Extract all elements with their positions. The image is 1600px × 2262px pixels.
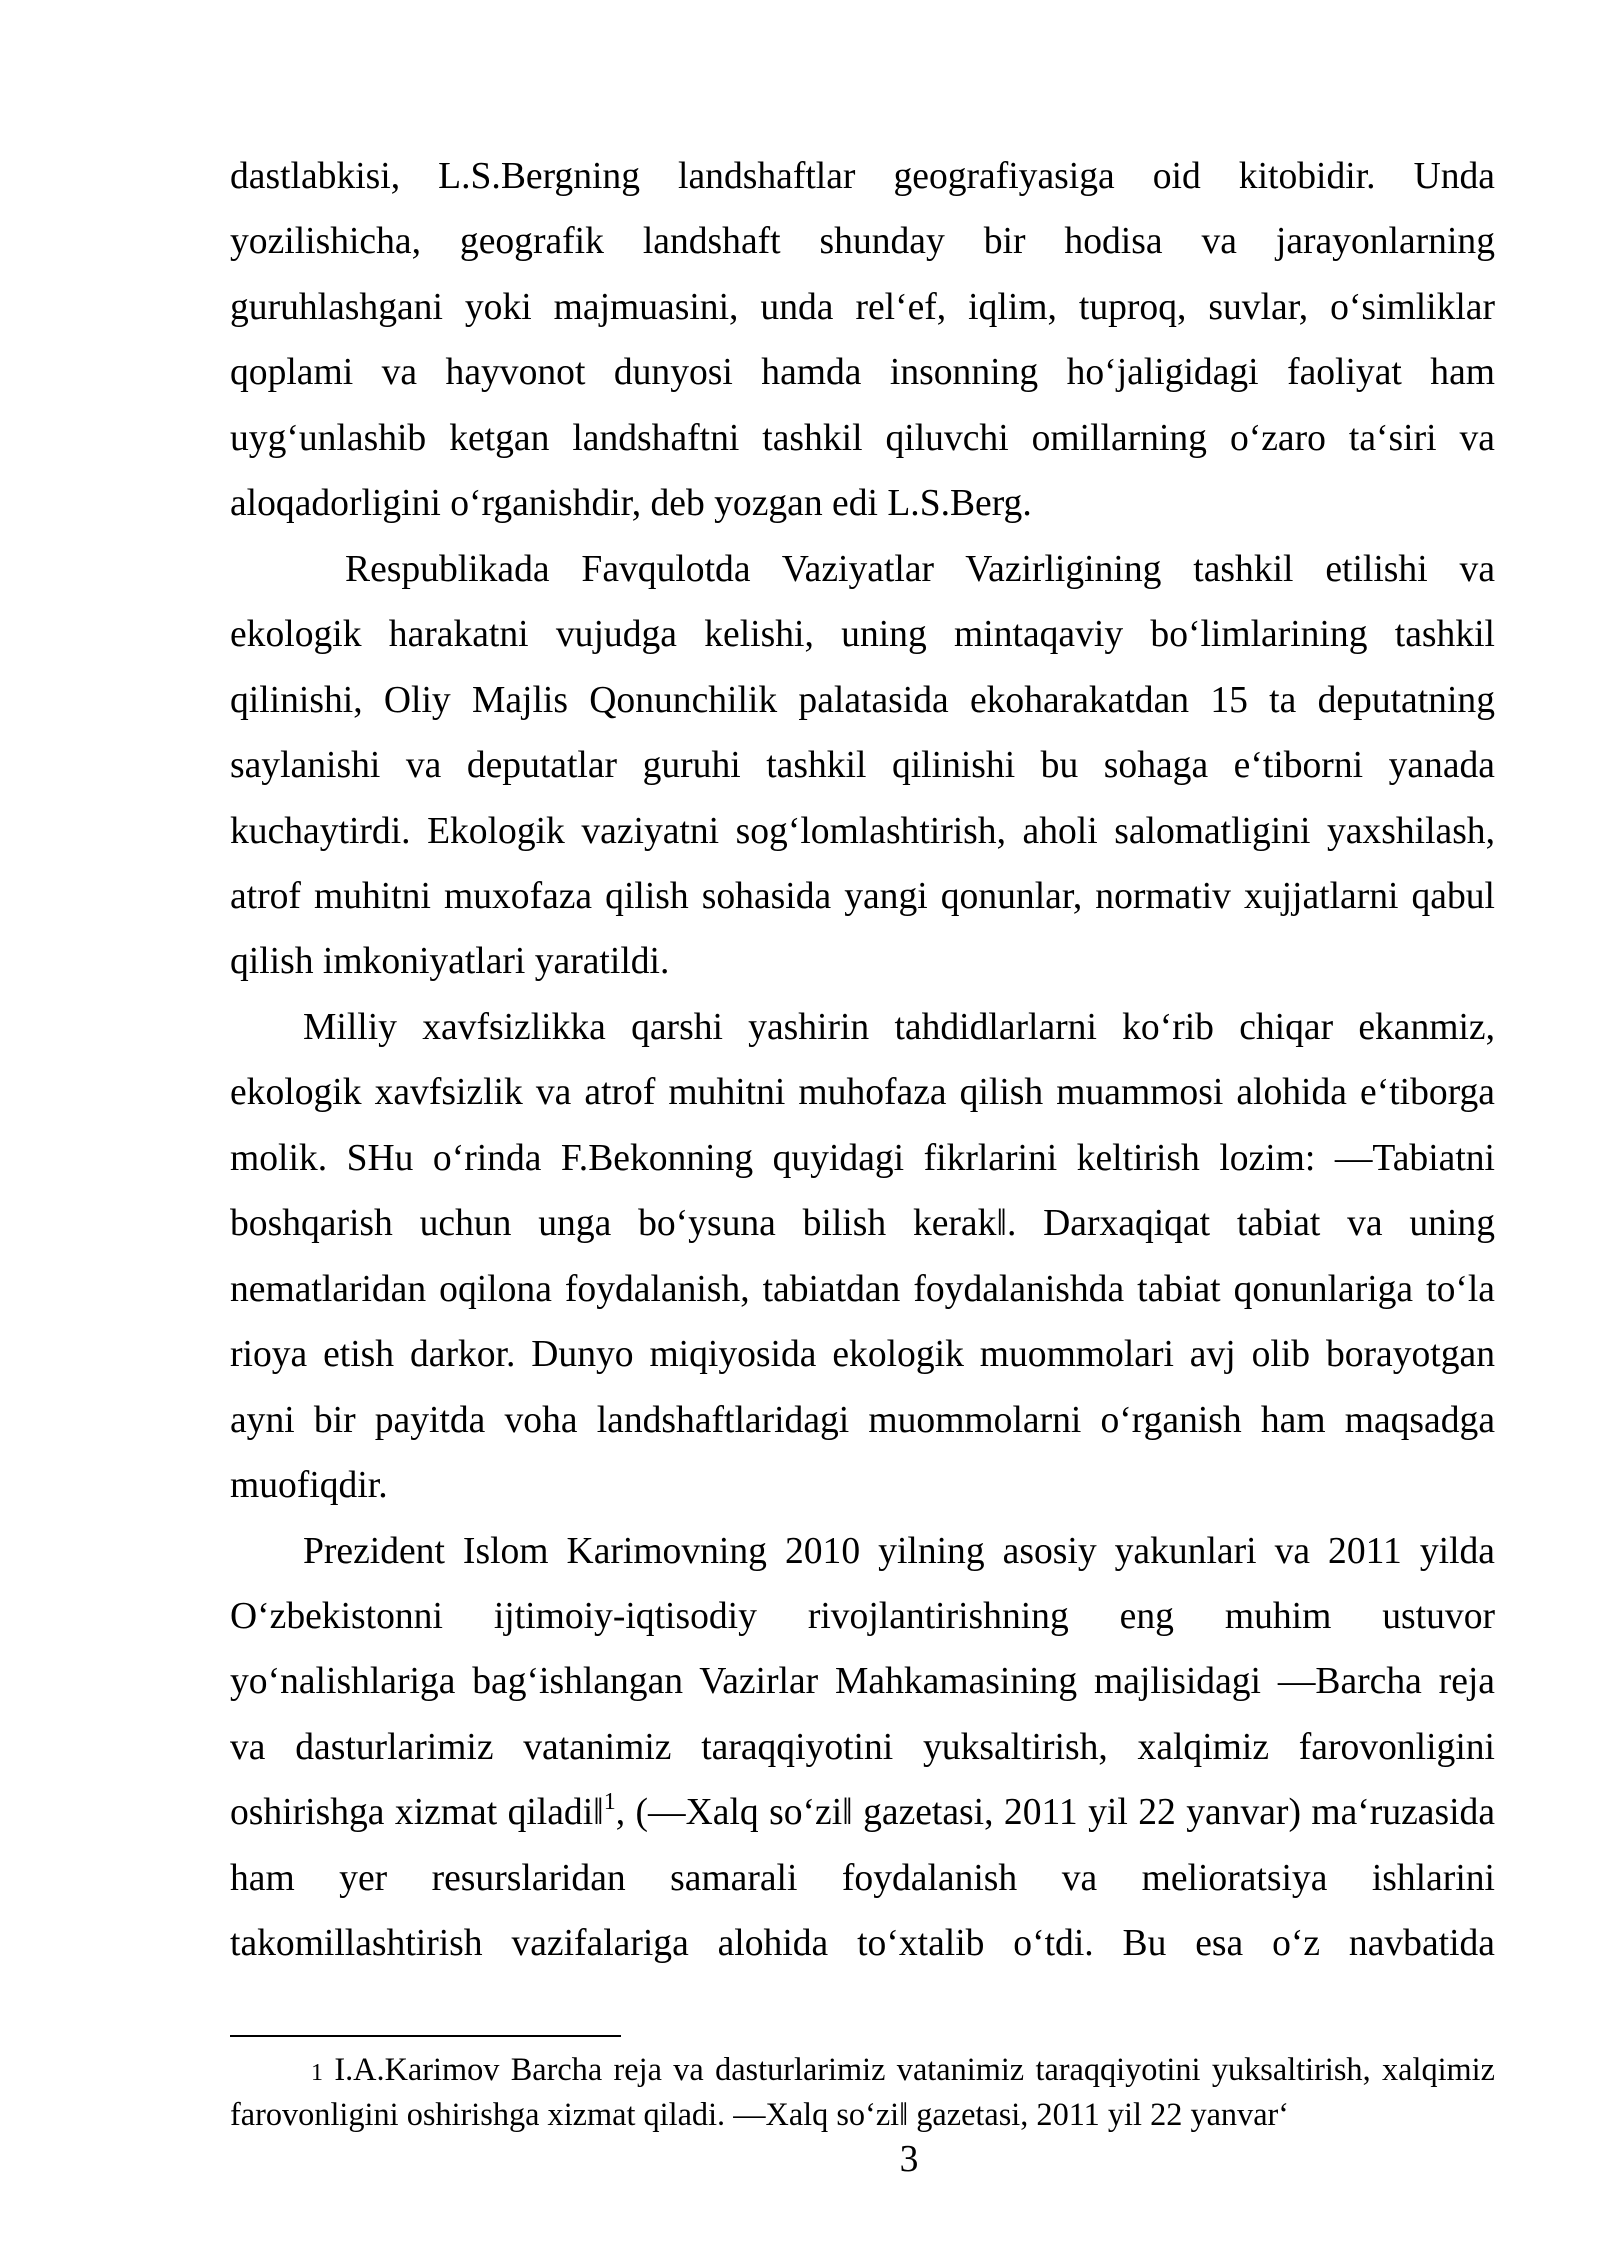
text-line: nematlaridan oqilona foydalanish, tabiatdan foydalanishda tabiat qonunlariga to‘la [230, 1268, 1495, 1310]
text-line: qoplami va hayvonot dunyosi hamda insonning ho‘jaligidagi faoliyat ham [230, 352, 1495, 394]
text-line: Prezident Islom Karimovning 2010 yilning asosiy yakunlari va 2011 yilda [303, 1530, 1495, 1572]
footnote-reference: 1 [603, 1789, 616, 1816]
text-line: boshqarish uchun unga bo‘ysuna bilish kerak‖. Darxaqiqat tabiat va uning [230, 1203, 1495, 1245]
text-line [230, 1780, 1495, 1845]
text-line: uyg‘unlashib ketgan landshaftni tashkil qiluvchi omillarning o‘zaro ta‘siri va [230, 417, 1495, 459]
text-line: ekologik harakatni vujudga kelishi, uning mintaqaviy bo‘limlarining tashkil [230, 614, 1495, 656]
footnote-marker: 1 [311, 2060, 323, 2086]
text-line: yozilishicha, geografik landshaft shunday bir hodisa va jarayonlarning [230, 221, 1495, 263]
text-line: kuchaytirdi. Ekologik vaziyatni sog‘lomlashtirish, aholi salomatligini yaxshilash, [230, 810, 1495, 852]
page-number: 3 [899, 2139, 919, 2180]
paragraph [230, 1519, 1495, 1977]
line-text: , (―Xalq so‘zi‖ gazetasi, 2011 yil 22 yanvar) ma‘ruzasida [615, 1792, 1495, 1834]
text-line: dastlabkisi, L.S.Bergning landshaftlar geografiyasiga oid kitobidir. Unda [230, 156, 1495, 197]
paragraph [230, 995, 1495, 1519]
footnote [230, 2049, 1495, 2134]
text-line: O‘zbekistonni ijtimoiy-iqtisodiy rivojlantirishning eng muhim ustuvor [230, 1595, 1495, 1637]
text-line: takomillashtirish vazifalariga alohida to‘xtalib o‘tdi. Bu esa o‘z navbatida [230, 1923, 1495, 1965]
footnote-line [230, 2049, 1495, 2094]
paragraph [230, 537, 1495, 995]
text-line: ham yer resurslaridan samarali foydalanish va melioratsiya ishlarini [230, 1857, 1495, 1899]
text-line: va dasturlarimiz vatanimiz taraqqiyotini yuksaltirish, xalqimiz farovonligini [230, 1726, 1495, 1768]
text-line: molik. SHu o‘rinda F.Bekonning quyidagi fikrlarini keltirish lozim: ―Tabiatni [230, 1137, 1495, 1179]
text-line: qilish imkoniyatlari yaratildi. [230, 941, 670, 983]
text-line: saylanishi va deputatlar guruhi tashkil qilinishi bu sohaga e‘tiborni yanada [230, 745, 1495, 787]
text-line: Milliy xavfsizlikka qarshi yashirin tahdidlarlarni ko‘rib chiqar ekanmiz, [303, 1006, 1495, 1048]
text-line: yo‘nalishlariga bag‘ishlangan Vazirlar Mahkamasining majlisidagi ―Barcha reja [230, 1661, 1495, 1703]
text-line: atrof muhitni muxofaza qilish sohasida yangi qonunlar, normativ xujjatlarni qabul [230, 875, 1495, 917]
paragraph [230, 144, 1495, 537]
text-line: ayni bir payitda voha landshaftlaridagi muommolarni o‘rganish ham maqsadga [230, 1399, 1495, 1441]
text-line: ekologik xavfsizlik va atrof muhitni muhofaza qilish muammosi alohida e‘tiborga [230, 1072, 1495, 1114]
text-line: muofiqdir. [230, 1465, 388, 1507]
text-line: rioya etish darkor. Dunyo miqiyosida ekologik muommolari avj olib borayotgan [230, 1334, 1495, 1376]
text-line: aloqadorligini o‘rganishdir, deb yozgan edi L.S.Berg. [230, 483, 1032, 525]
line-text: oshirishga xizmat qiladi‖ [230, 1792, 604, 1834]
text-line: guruhlashgani yoki majmuasini, unda rel‘ef, iqlim, tuproq, suvlar, o‘simliklar [230, 286, 1495, 328]
footnote-line: farovonligini oshirishga xizmat qiladi. ―Xalq so‘zi‖ gazetasi, 2011 yil 22 yanvar‘ [230, 2095, 1290, 2132]
text-line: qilinishi, Oliy Majlis Qonunchilik palatasida ekoharakatdan 15 ta deputatning [230, 679, 1495, 721]
body-text [230, 144, 1495, 1977]
footnote-text: I.A.Karimov Barcha reja va dasturlarimiz vatanimiz taraqqiyotini yuksaltirish, xalqimiz [334, 2051, 1495, 2087]
footnote-separator [230, 2035, 621, 2037]
text-line: Respublikada Favqulotda Vaziyatlar Vazirligining tashkil etilishi va [345, 548, 1495, 590]
